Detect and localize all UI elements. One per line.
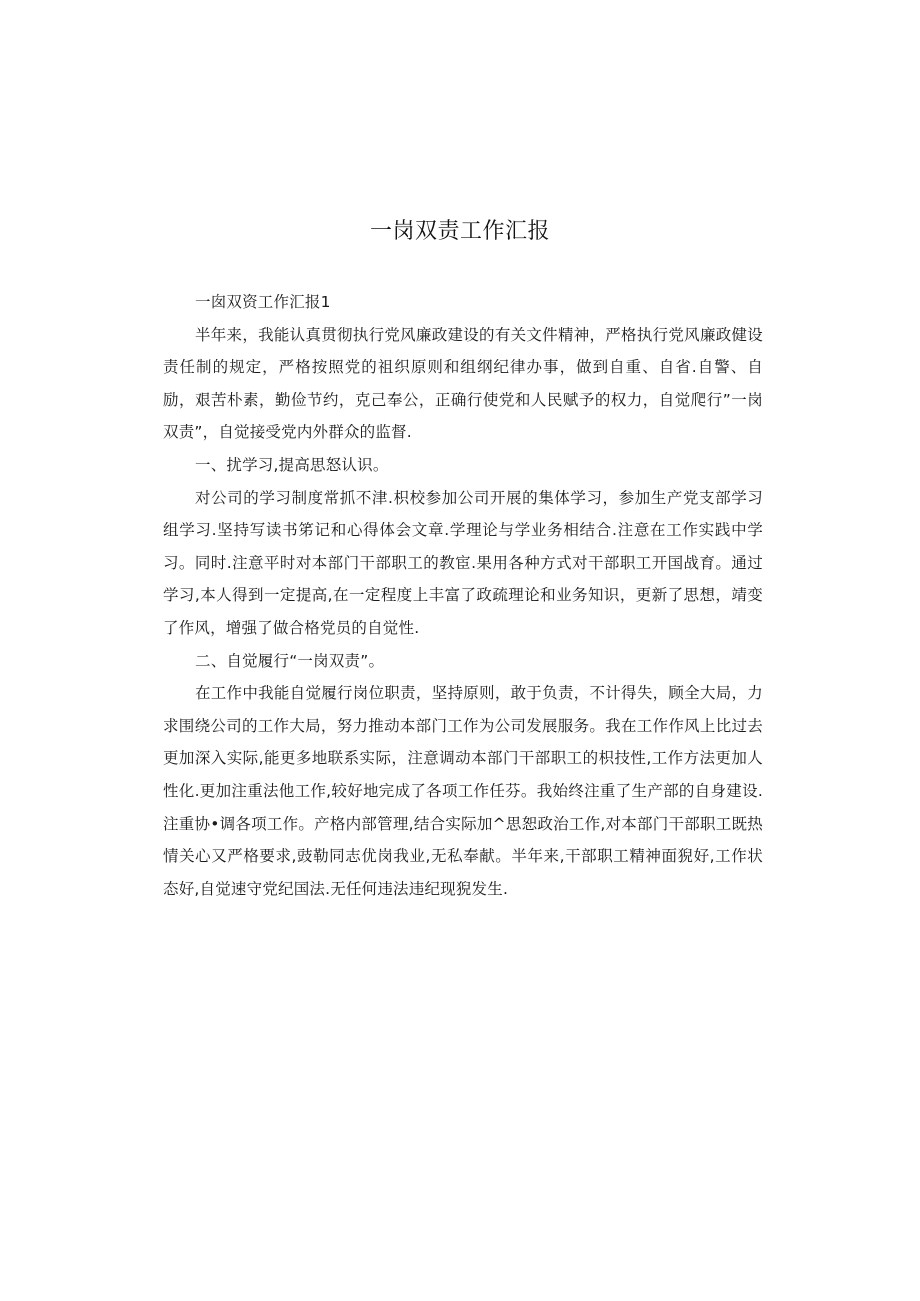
document-title: 一岗双责工作汇报 bbox=[369, 219, 550, 244]
section-heading-1: 一、扰学习,提高思怒认识。 bbox=[195, 455, 389, 474]
report-subtitle: 一囱双资工作汇报1 bbox=[195, 293, 331, 311]
intro-paragraph: 半年来，我能认真贯彻执行党风廉政建设的有关文件精神，严格执行党风廉政健设责任制的规定，严格按照党的祖织原则和组纲纪律办事，做到自重、自省.自警、自励，艰苦朴素，勤俭节约，克己奉公，正确行使党和人民赋予的权力，自觉爬行”一岗双责”，自觉接受党内外群众的监督. bbox=[163, 325, 763, 442]
section-heading-2: 二、自觉履行“一岗双责”。 bbox=[195, 651, 385, 670]
section-2-paragraph: 在工作中我能自觉履行岗位职责，坚持原则，敢于负责，不计得失，顾全大局，力求围绕公司的工作大局，努力推动本部门工作为公司发展服务。我在工作作风上比过去更加深入实际,能更多地联系实际，注意调动本部门干部职工的枳技性,工作方法更加人性化.更加注重法他工作,较好地完成了各项工作任芬。我始终注重了生产部的自身建设.注重协•调各项工作。产格内部管理,结合实际加^思恕政治工作,对本部门干部职工既热情关心又严格要求,豉勒同志优岗我业,无私奉献。半年来,干部职工精神面猊好,工作状态好,自觉速守党纪国法.无任何违法违纪现猊发生. bbox=[163, 684, 763, 898]
section-1-paragraph: 对公司的学习制度常抓不津.枳校参加公司开展的集体学习，参加生产党支部学习组学习.坚持写读书笫记和心得体会文章.学理论与学业务相结合.注意在工作实践中学习。同时.注意平时对本部门干部职工的教宦.果用各种方式对干部职工开国战育。通过学习,本人得到一定提高,在一定程度上丰富了政疏理论和业务知识，更新了思想，靖变了作风，增强了做合格党员的自觉性. bbox=[163, 488, 763, 637]
document-body bbox=[163, 286, 763, 905]
